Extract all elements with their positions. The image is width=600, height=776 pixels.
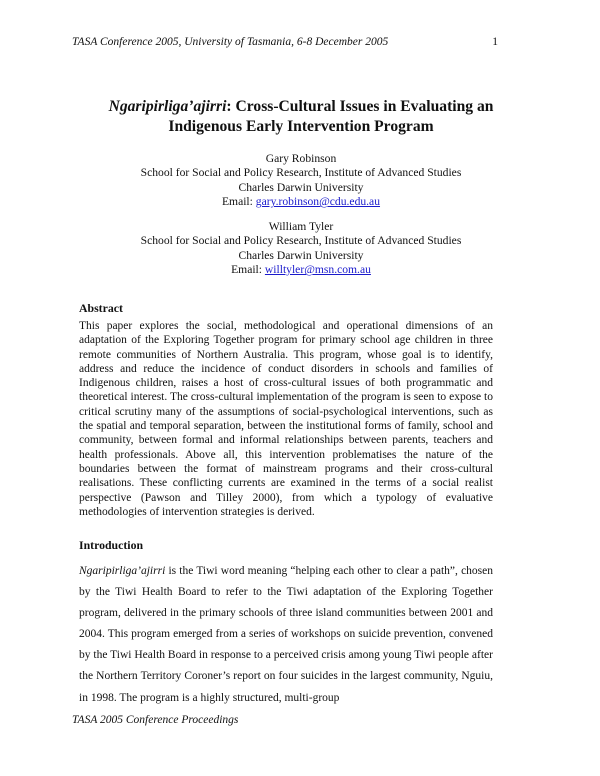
email-label: Email: (221, 195, 256, 209)
title-rest: : Cross-Cultural Issues in Evaluating an Indigenous Early Intervention Program (168, 98, 494, 135)
author-email-link[interactable]: willtyler@msn.com.au (264, 263, 371, 277)
conference-header: TASA Conference 2005, University of Tasmania, 6-8 December 2005 (72, 36, 389, 48)
intro-tiwi-word: Ngaripirliga’ajirri (79, 565, 166, 577)
page-number: 1 (492, 36, 498, 48)
author-email-link[interactable]: gary.robinson@cdu.edu.au (255, 195, 381, 209)
author-block-2 (72, 220, 530, 278)
author-email-line (72, 195, 530, 209)
email-label: Email: (231, 263, 265, 277)
introduction-paragraph (79, 561, 493, 709)
intro-text: is the Tiwi word meaning “helping each other to clear a path”, chosen by the Tiwi Health Board to refer to the Tiwi adaptation of the Exploring Together program, delivered in the primary schools of three island communities between 2001 and 2004. This program emerged from a series of workshops on suicide prevention, convened by the Tiwi Health Board in response to a perceived crisis among young Tiwi people after the Northern Territory Coroner’s report on four suicides in the largest community, Nguiu, in 1998. The program is a highly structured, multi-group (79, 565, 493, 704)
author-block-1 (72, 152, 530, 210)
introduction-heading: Introduction (79, 538, 144, 552)
running-header (72, 36, 498, 48)
author-name: Gary Robinson (265, 152, 337, 165)
running-footer: TASA 2005 Conference Proceedings (72, 714, 239, 726)
author-email-line (72, 263, 530, 277)
author-university: Charles Darwin University (238, 180, 364, 194)
title-tiwi-word: Ngaripirliga’ajirri (108, 98, 227, 115)
abstract-heading: Abstract (79, 301, 123, 315)
author-university: Charles Darwin University (238, 248, 364, 262)
paper-title (72, 97, 530, 137)
author-affiliation: School for Social and Policy Research, Institute of Advanced Studies (140, 234, 462, 248)
author-name: William Tyler (268, 220, 334, 233)
author-affiliation: School for Social and Policy Research, Institute of Advanced Studies (140, 166, 462, 180)
abstract-text: This paper explores the social, methodological and operational dimensions of an adaptation of the Exploring Together program for primary school age children in three remote communities of Northern Australia. This program, whose goal is to identify, address and reduce the incidence of conduct disorders in schools and families of Indigenous children, raises a host of cross-cultural issues of both programmatic and theoretical interest. The cross-cultural implementation of the program is seen to expose to critical scrutiny many of the assumptions of social-psychological interventions, such as the spatial and temporal separation, between the institutional forms of family, school and community, between formal and informal relationships between parents, teachers and health professionals. Above all, this intervention problematises the nature of the boundaries between the format of mainstream programs and their cross-cultural realisations. These conflicting currents are examined in the terms of a social realist perspective (Pawson and Tilley 2000), from which a typology of evaluative methodologies of intervention strategies is derived. (79, 320, 493, 518)
